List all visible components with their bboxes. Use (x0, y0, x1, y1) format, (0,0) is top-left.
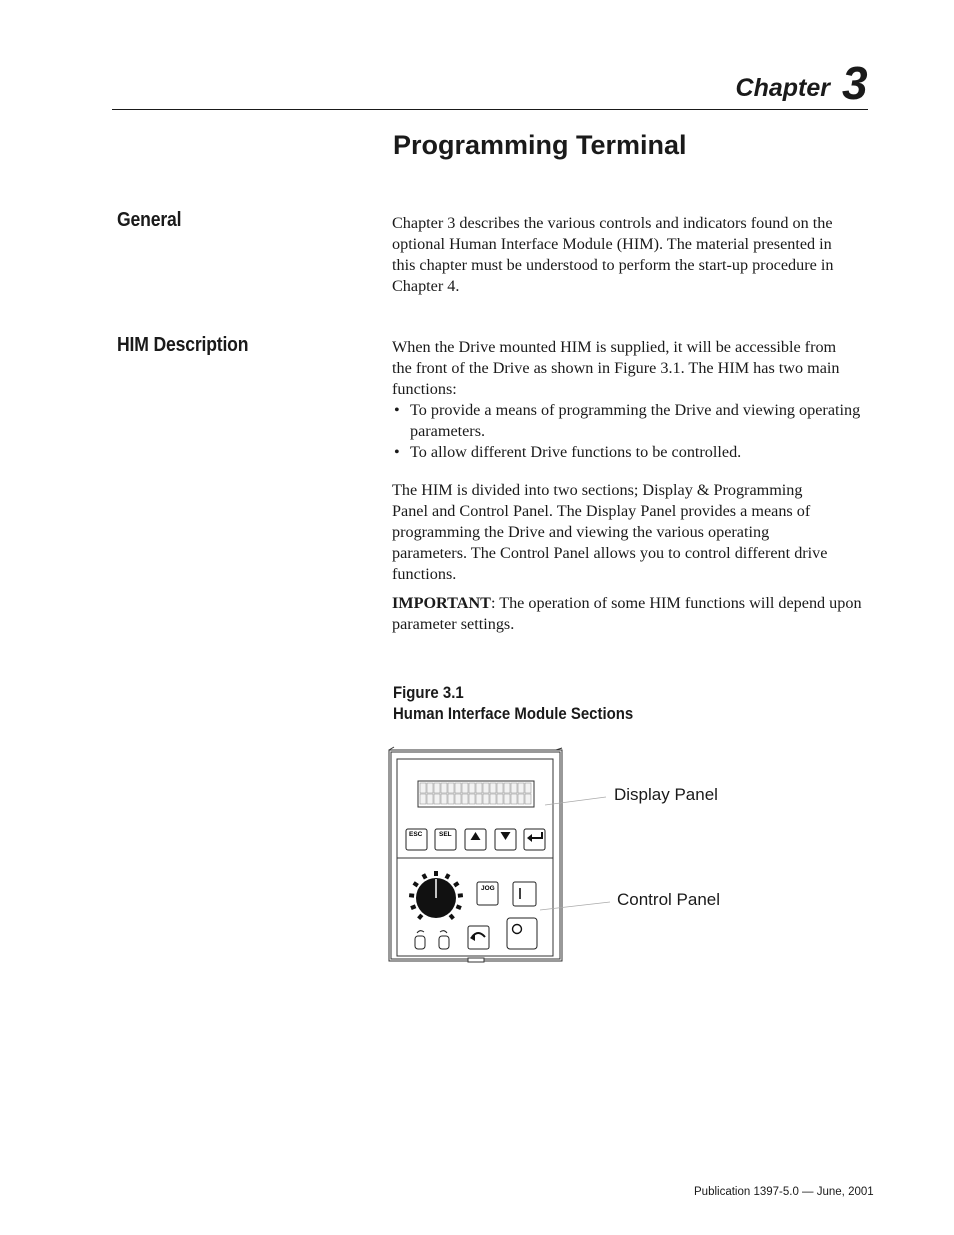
lcd-cell (455, 794, 461, 804)
lcd-cell (434, 794, 440, 804)
jog-key (477, 882, 498, 905)
text-line: The HIM is divided into two sections; Display & Programming (392, 481, 803, 499)
lcd-cell (483, 783, 489, 793)
control-leader-line (540, 902, 610, 910)
chapter-label: Chapter (735, 74, 830, 102)
general-paragraph (392, 213, 872, 297)
text-line: Chapter 3 describes the various controls and indicators found on the (392, 214, 833, 232)
sel-key-label: SEL (439, 831, 452, 838)
text-line: the front of the Drive as shown in Figure 3.1. The HIM has two main (392, 359, 840, 377)
important-text: : The operation of some HIM functions will depend upon parameter settings. (392, 594, 862, 633)
knob-tick (414, 883, 418, 886)
lcd-cell (518, 794, 524, 804)
text-line: optional Human Interface Module (HIM). The material presented in (392, 235, 832, 253)
text-line: Chapter 4. (392, 277, 460, 295)
esc-key-label: ESC (409, 831, 423, 838)
section-heading-general: General (117, 209, 182, 231)
knob-tick (458, 895, 463, 896)
knob-tick (411, 906, 416, 908)
lcd-display (418, 781, 534, 807)
stop-icon (507, 918, 537, 949)
lcd-cell (483, 794, 489, 804)
lcd-cell (476, 783, 482, 793)
knob-tick (446, 874, 448, 878)
text-line: functions: (392, 380, 457, 398)
lcd-cell (448, 783, 454, 793)
lcd-cell (420, 794, 426, 804)
text-line: When the Drive mounted HIM is supplied, it will be accessible from (392, 338, 837, 356)
lcd-cell (434, 783, 440, 793)
knob-tick (454, 883, 458, 886)
lcd-cell (476, 794, 482, 804)
important-note (392, 593, 862, 635)
publication-footer: Publication 1397-5.0 — June, 2001 (694, 1186, 874, 1198)
display-panel-callout: Display Panel (614, 785, 718, 804)
lcd-cell (525, 794, 531, 804)
lcd-cell (511, 794, 517, 804)
lcd-cell (427, 794, 433, 804)
text-line: functions. (392, 565, 457, 583)
lcd-cell (420, 783, 426, 793)
lcd-cell (518, 783, 524, 793)
lcd-cell (469, 794, 475, 804)
chapter-number: 3 (842, 57, 868, 109)
start-icon (513, 882, 536, 906)
direction-arrow-icon (468, 926, 489, 949)
list-item: • To provide a means of programming the Drive and viewing operating parameters. (392, 400, 862, 442)
list-item: • To allow different Drive functions to be controlled. (392, 442, 862, 463)
speed-pot-knob (409, 871, 463, 919)
figure-number: Figure 3.1 (393, 683, 464, 702)
knob-tick (450, 915, 453, 919)
knob-tick (409, 895, 414, 896)
important-label: IMPORTANT (392, 594, 491, 612)
lcd-cell (504, 794, 510, 804)
knob-tick (423, 874, 425, 878)
lcd-cell (441, 783, 447, 793)
lcd-cell (448, 794, 454, 804)
text-line: this chapter must be understood to perform the start-up procedure in (392, 256, 834, 274)
display-leader-line (545, 797, 606, 805)
lcd-cell (490, 794, 496, 804)
lcd-cell (497, 794, 503, 804)
control-panel-callout: Control Panel (617, 890, 721, 909)
lcd-cell (462, 794, 468, 804)
sel-key (435, 829, 456, 850)
knob-tick (456, 906, 461, 908)
him-figure (380, 740, 740, 970)
lcd-cell (441, 794, 447, 804)
header-rule (112, 109, 868, 110)
lcd-cell (497, 783, 503, 793)
text-line: parameters. The Control Panel allows you to control different drive (392, 544, 828, 562)
enter-arrow-icon (524, 829, 545, 850)
down-arrow-icon (495, 829, 516, 850)
text-line: programming the Drive and viewing the various operating (392, 523, 770, 541)
lcd-cell (525, 783, 531, 793)
jog-key-label: JOG (481, 885, 495, 892)
lcd-cell (462, 783, 468, 793)
him-function-list (392, 400, 862, 463)
text-line: Panel and Control Panel. The Display Panel provides a means of (392, 502, 811, 520)
lcd-cell (469, 783, 475, 793)
him-intro-paragraph (392, 337, 872, 400)
lcd-cell (511, 783, 517, 793)
up-arrow-icon (465, 829, 486, 850)
direction-leds (415, 931, 449, 949)
knob-tick (419, 915, 422, 919)
him-sections-paragraph (392, 480, 872, 585)
esc-key (406, 829, 427, 850)
lcd-cell (427, 783, 433, 793)
lcd-cell (455, 783, 461, 793)
figure-caption: Human Interface Module Sections (393, 704, 634, 723)
page-title: Programming Terminal (393, 130, 687, 160)
lcd-cell (504, 783, 510, 793)
lcd-cell (490, 783, 496, 793)
section-heading-him: HIM Description (117, 334, 249, 356)
